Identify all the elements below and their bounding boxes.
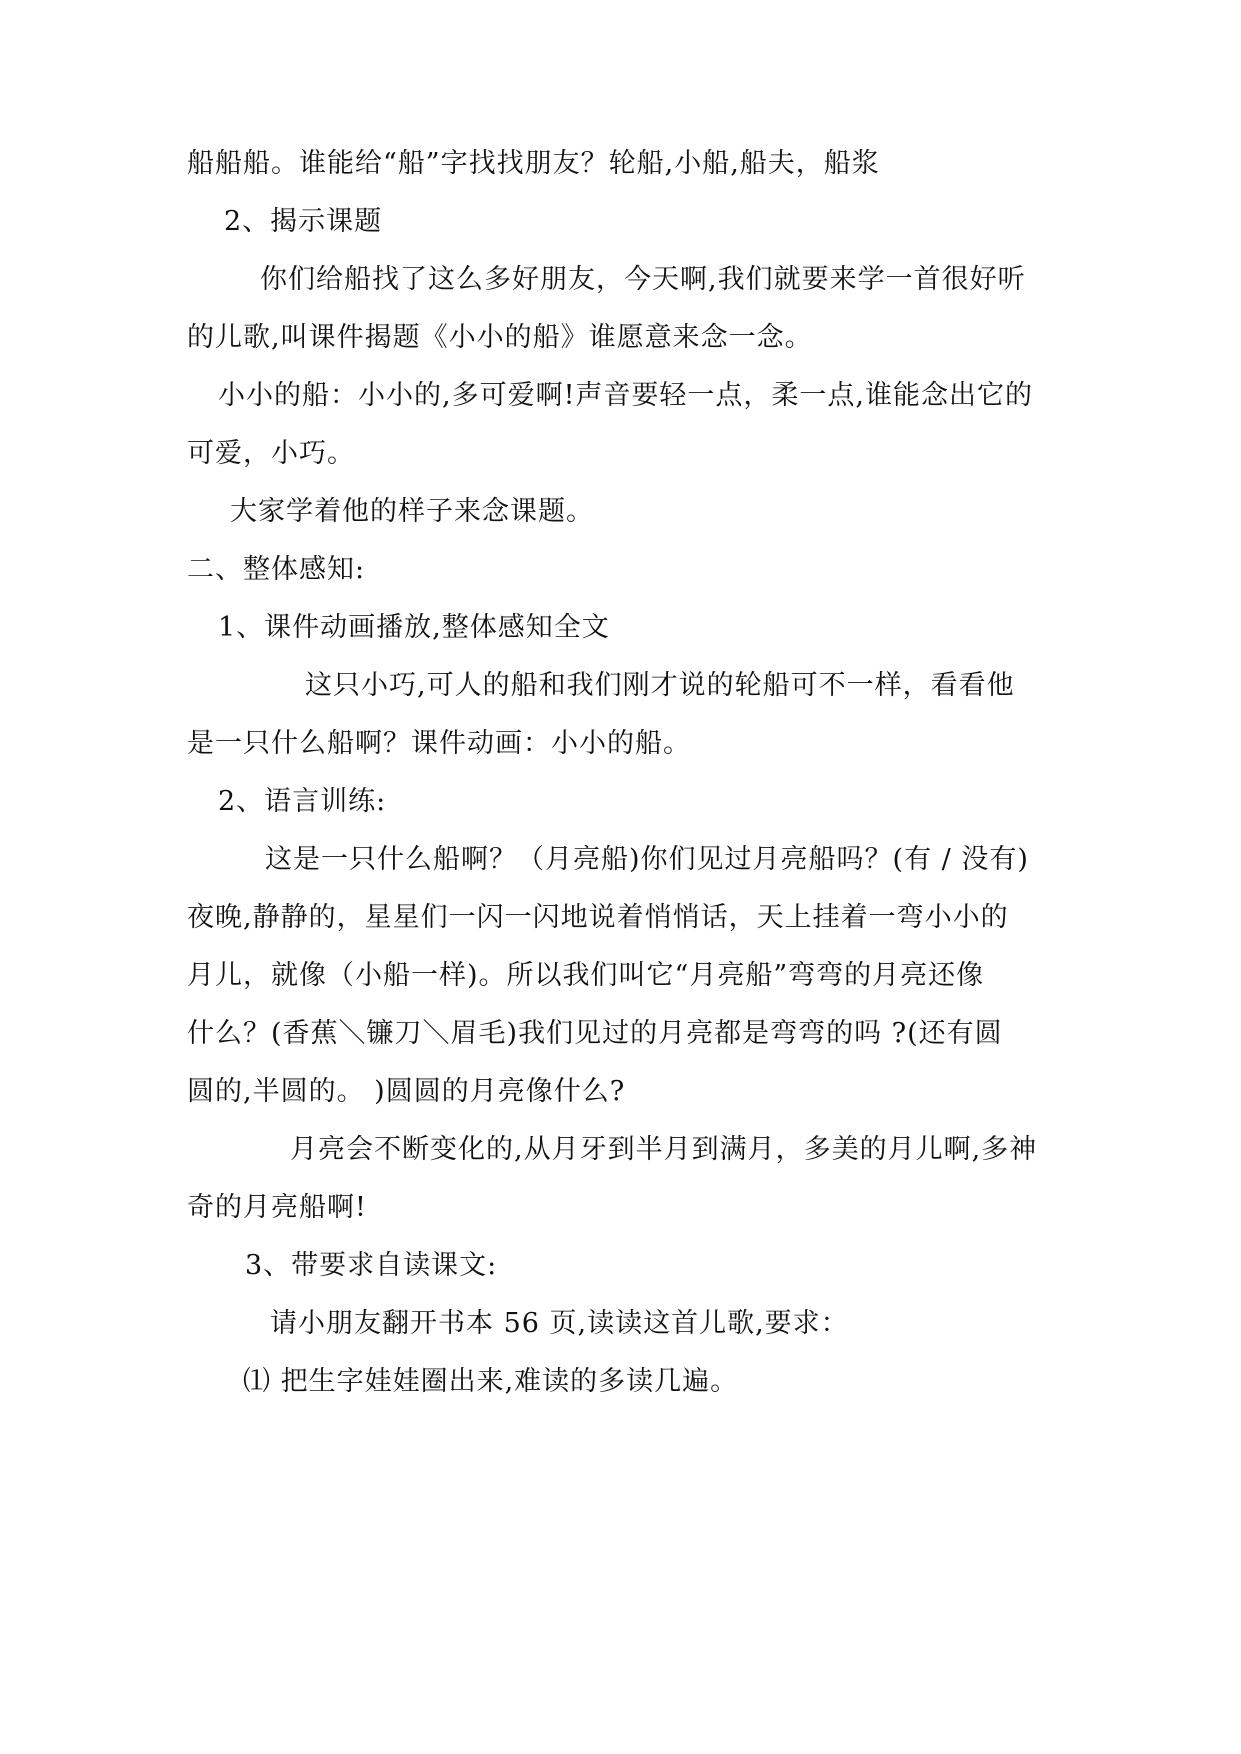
section-heading: 二、整体感知: [187,554,366,585]
text-line: 大家学着他的样子来念课题。 [230,496,594,527]
text-line: 月儿，就像（小船一样)。所以我们叫它“月亮船”弯弯的月亮还像 [187,960,985,991]
text-line: 什么？(香蕉＼镰刀＼眉毛)我们见过的月亮都是弯弯的吗 ?(还有圆 [187,1018,1003,1049]
text-line: 圆的,半圆的。 )圆圆的月亮像什么? [187,1076,626,1107]
list-item: ⑴ 把生字娃娃圈出来,难读的多读几遍。 [243,1366,739,1397]
text-line: 船船船。谁能给“船”字找找朋友？轮船,小船,船夫，船浆 [187,148,880,179]
section-heading: 2、揭示课题 [224,206,383,237]
text-line: 的儿歌,叫课件揭题《小小的船》谁愿意来念一念。 [187,322,813,353]
text-line: 请小朋友翻开书本 56 页,读读这首儿歌,要求： [270,1308,849,1339]
text-line: 可爱，小巧。 [187,438,355,469]
text-line: 夜晚,静静的，星星们一闪一闪地说着悄悄话，天上挂着一弯小小的 [187,902,1009,933]
text-line: 这只小巧,可人的船和我们刚才说的轮船可不一样，看看他 [305,670,1015,701]
text-line: 是一只什么船啊？课件动画：小小的船。 [187,728,691,759]
text-line: 你们给船找了这么多好朋友，今天啊,我们就要来学一首很好听 [260,264,1026,295]
text-line: 这是一只什么船啊？（月亮船)你们见过月亮船吗？(有 / 没有) [265,844,1029,875]
section-heading: 1、课件动画播放,整体感知全文 [218,612,610,643]
text-line: 奇的月亮船啊! [187,1192,367,1223]
text-line: 月亮会不断变化的,从月牙到半月到满月，多美的月儿啊,多神 [290,1134,1038,1165]
section-heading: 2、语言训练: [218,786,387,817]
section-heading: 3、带要求自读课文: [245,1250,498,1281]
text-line: 小小的船：小小的,多可爱啊!声音要轻一点，柔一点,谁能念出它的 [218,380,1034,411]
